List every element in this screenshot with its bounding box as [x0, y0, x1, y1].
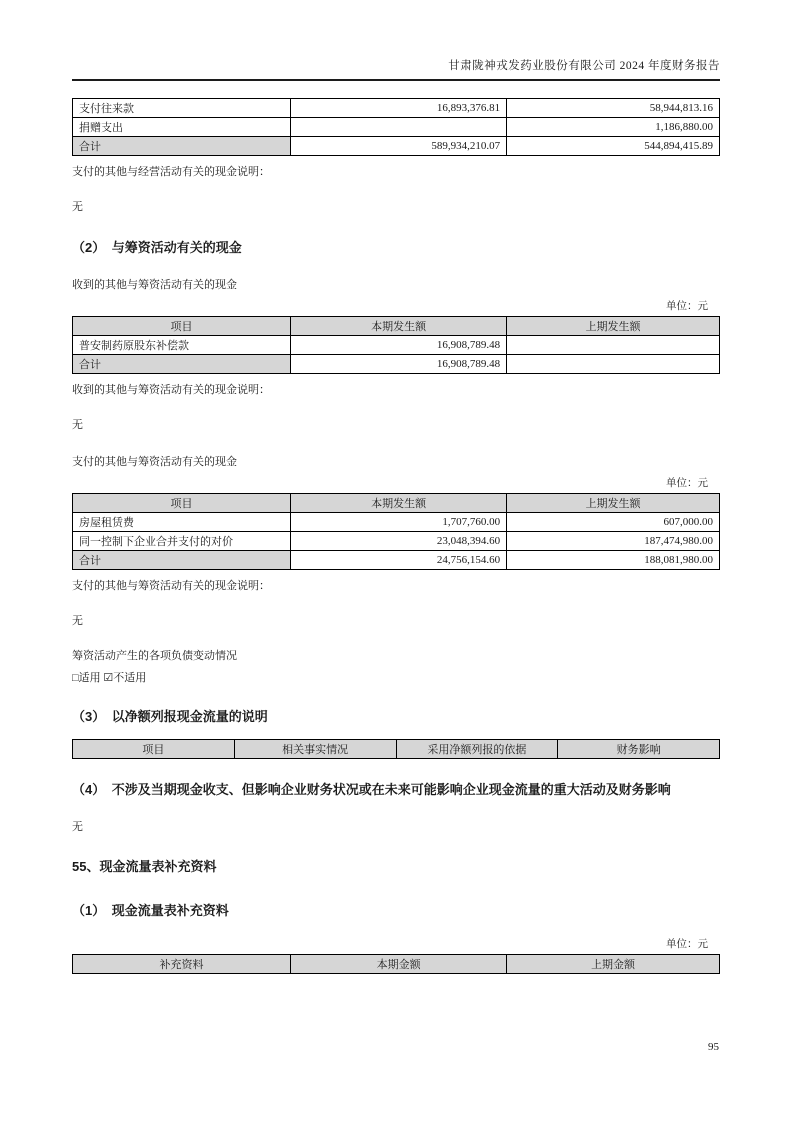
table-header-row: [73, 317, 720, 336]
cell-current: 23,048,394.60: [291, 532, 507, 551]
section-2-heading: （2） 与筹资活动有关的现金: [72, 240, 242, 255]
doc-header: [72, 0, 720, 81]
paid-financing-table: [72, 493, 720, 570]
cell-prior: 544,894,415.89: [507, 137, 720, 156]
header-current: 本期发生额: [291, 494, 507, 513]
cell-current: 589,934,210.07: [291, 137, 507, 156]
table-row: [73, 513, 720, 532]
header-supplementary: 补充资料: [73, 955, 291, 974]
section-55-heading: 55、现金流量表补充资料: [72, 859, 217, 874]
paid-note-label: 支付的其他与筹资活动有关的现金说明：: [72, 580, 270, 592]
not-applicable-checkbox-option: ☑不适用: [103, 672, 147, 684]
table-header-row: [73, 955, 720, 974]
received-intro: 收到的其他与筹资活动有关的现金: [72, 279, 237, 291]
received-note-label: 收到的其他与筹资活动有关的现金说明：: [72, 384, 270, 396]
operating-paid-table: [72, 98, 720, 156]
header-prior: 上期发生额: [507, 494, 720, 513]
applicable-checkbox-option: □适用: [72, 672, 101, 684]
net-presentation-table: [72, 739, 720, 759]
cell-current: 16,908,789.48: [291, 336, 507, 355]
header-item: 项目: [73, 740, 235, 759]
unit-label: 单位：元: [666, 478, 708, 489]
table-row: [73, 118, 720, 137]
cell-prior: [507, 355, 720, 374]
page-number: 95: [708, 1041, 719, 1053]
liabilities-change-label: 筹资活动产生的各项负债变动情况: [72, 650, 237, 662]
operating-paid-note-value: 无: [72, 201, 83, 213]
header-basis: 采用净额列报的依据: [396, 740, 558, 759]
header-facts: 相关事实情况: [234, 740, 396, 759]
cell-total-label: 合计: [73, 551, 291, 570]
header-item: 项目: [73, 317, 291, 336]
paid-intro: 支付的其他与筹资活动有关的现金: [72, 456, 237, 468]
received-note-value: 无: [72, 419, 83, 431]
header-prior: 上期发生额: [507, 317, 720, 336]
header-current-amount: 本期金额: [291, 955, 507, 974]
cell-total-label: 合计: [73, 137, 291, 156]
cell-prior: 188,081,980.00: [507, 551, 720, 570]
cell-item: 房屋租赁费: [73, 513, 291, 532]
unit-label: 单位：元: [666, 301, 708, 312]
supplementary-info-table: [72, 954, 720, 974]
unit-label: 单位：元: [666, 939, 708, 950]
cell-current: 16,893,376.81: [291, 99, 507, 118]
cell-prior: 187,474,980.00: [507, 532, 720, 551]
table-row: [73, 532, 720, 551]
paid-note-value: 无: [72, 615, 83, 627]
cell-item: 普安制药原股东补偿款: [73, 336, 291, 355]
cell-current: 16,908,789.48: [291, 355, 507, 374]
cell-prior: [507, 336, 720, 355]
header-item: 项目: [73, 494, 291, 513]
table-header-row: [73, 494, 720, 513]
cell-prior: 607,000.00: [507, 513, 720, 532]
cell-prior: 1,186,880.00: [507, 118, 720, 137]
table-header-row: [73, 740, 720, 759]
cell-current: 24,756,154.60: [291, 551, 507, 570]
table-total-row: [73, 551, 720, 570]
header-impact: 财务影响: [558, 740, 720, 759]
header-current: 本期发生额: [291, 317, 507, 336]
section-3-heading: （3） 以净额列报现金流量的说明: [72, 709, 268, 724]
cell-current: [291, 118, 507, 137]
section-4-heading: （4） 不涉及当期现金收支、但影响企业财务状况或在未来可能影响企业现金流量的重大活动及财务影响: [72, 782, 671, 797]
table-total-row: [73, 137, 720, 156]
applicability-options: [72, 671, 720, 686]
section-4-value: 无: [72, 821, 83, 833]
received-financing-table: [72, 316, 720, 374]
cell-item: 捐赠支出: [73, 118, 291, 137]
page-content: [72, 0, 720, 974]
doc-header-title: 甘肃陇神戎发药业股份有限公司 2024 年度财务报告: [448, 60, 720, 72]
cell-total-label: 合计: [73, 355, 291, 374]
table-total-row: [73, 355, 720, 374]
cell-item: 支付往来款: [73, 99, 291, 118]
table-row: [73, 99, 720, 118]
section-55-1-heading: （1） 现金流量表补充资料: [72, 903, 229, 918]
cell-current: 1,707,760.00: [291, 513, 507, 532]
table-row: [73, 336, 720, 355]
cell-prior: 58,944,813.16: [507, 99, 720, 118]
operating-paid-note-label: 支付的其他与经营活动有关的现金说明：: [72, 166, 270, 178]
header-prior-amount: 上期金额: [507, 955, 720, 974]
cell-item: 同一控制下企业合并支付的对价: [73, 532, 291, 551]
